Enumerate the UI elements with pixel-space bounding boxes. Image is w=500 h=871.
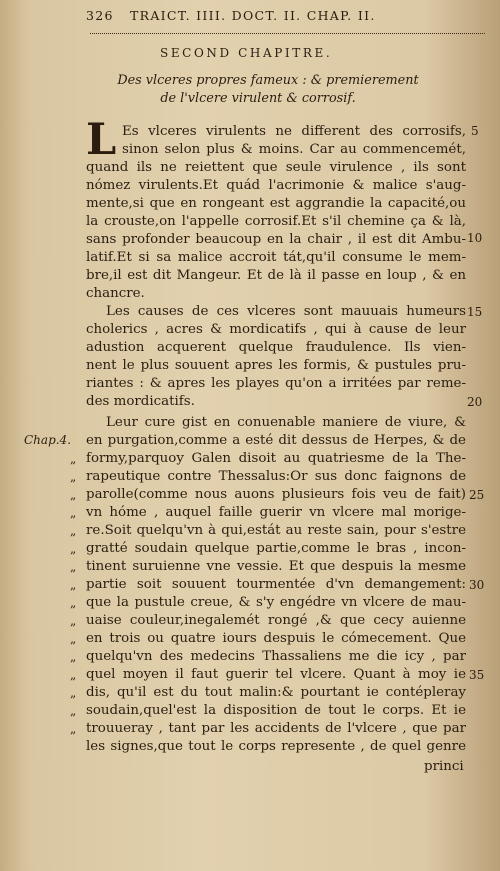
quote-mark: „ <box>70 488 77 502</box>
line-number: 15 <box>467 305 483 319</box>
text-line: que la pustule creue, & s'y engédre vn vlcere de mau- <box>86 595 466 610</box>
line-number: 25 <box>469 488 485 502</box>
text-line: quel moyen il faut guerir tel vlcere. Quant à moy ie <box>86 667 466 682</box>
catchword: princi <box>424 759 464 774</box>
text-line: trouueray , tant par les accidents de l'vlcere , que par <box>86 721 466 736</box>
quote-mark: „ <box>70 632 77 646</box>
text-line: sinon selon plus & moins. Car au commencemét, <box>122 142 466 157</box>
quote-mark: „ <box>70 542 77 556</box>
text-line: quelqu'vn des medecins Thassaliens me die icy , par <box>86 649 466 664</box>
text-line: parolle(comme nous auons plusieurs fois veu de fait) <box>86 487 466 502</box>
text-line: les signes,que tout le corps represente , de quel genre <box>86 739 466 754</box>
text-line: soudain,quel'est la disposition de tout le corps. Et ie <box>86 703 466 718</box>
chapter-subtitle-line-2: de l'vlcere virulent & corrosif. <box>160 91 356 106</box>
quote-mark: „ <box>70 722 77 736</box>
text-line: gratté soudain quelque partie,comme le bras , incon- <box>86 541 466 556</box>
text-line: la crouste,on l'appelle corrosif.Et s'il chemine ça & là, <box>86 214 466 229</box>
quote-mark: „ <box>70 560 77 574</box>
chapter-subtitle-line-1: Des vlceres propres fameux : & premierement <box>117 73 419 88</box>
text-line: partie soit souuent tourmentée d'vn demangement: <box>86 577 466 592</box>
text-line: bre,il est dit Mangeur. Et de là il passe en loup , & en <box>86 268 466 283</box>
text-line: formy,parquoy Galen disoit au quatriesme de la The- <box>86 451 466 466</box>
margin-note: Chap.4. <box>24 433 72 447</box>
quote-mark: „ <box>70 470 77 484</box>
section-heading: SECOND CHAPITRE. <box>160 46 333 60</box>
running-title: TRAICT. IIII. DOCT. II. CHAP. II. <box>130 8 376 23</box>
text-line: en trois ou quatre iours despuis le cómecement. Que <box>86 631 466 646</box>
text-line: Es vlceres virulents ne different des corrosifs, <box>122 124 466 139</box>
quote-mark: „ <box>70 524 77 538</box>
quote-mark: „ <box>70 578 77 592</box>
text-line: nómez virulents.Et quád l'acrimonie & malice s'aug- <box>86 178 466 193</box>
header-rule <box>90 33 485 34</box>
text-line: vn hóme , auquel faille guerir vn vlcere mal morige- <box>86 505 466 520</box>
text-line: adustion acquerent quelque fraudulence. Ils vien- <box>86 340 466 355</box>
line-number: 30 <box>469 578 485 592</box>
text-line: riantes : & apres les playes qu'on a irritées par reme- <box>86 376 466 391</box>
text-line: quand ils ne reiettent que seule virulence , ils sont <box>86 160 466 175</box>
text-line: en purgation,comme a esté dit dessus de Herpes, & de <box>86 433 466 448</box>
text-line: re.Soit quelqu'vn à qui,estát au reste sain, pour s'estre <box>86 523 466 538</box>
quote-mark: „ <box>70 614 77 628</box>
text-line: dis, qu'il est du tout malin:& pourtant ie contépleray <box>86 685 466 700</box>
quote-mark: „ <box>70 668 77 682</box>
quote-mark: „ <box>70 596 77 610</box>
text-line: latif.Et si sa malice accroit tát,qu'il consume le mem- <box>86 250 466 265</box>
page-number: 326 <box>86 8 114 23</box>
text-line: tinent suruienne vne vessie. Et que despuis la mesme <box>86 559 466 574</box>
line-number: 10 <box>467 231 483 245</box>
drop-cap: L <box>86 115 117 165</box>
quote-mark: „ <box>70 452 77 466</box>
line-number: 35 <box>469 668 485 682</box>
line-number: 5 <box>471 124 479 138</box>
quote-mark: „ <box>70 704 77 718</box>
quote-mark: „ <box>70 686 77 700</box>
line-number: 20 <box>467 395 483 409</box>
text-line: uaise couleur,inegalemét rongé ,& que cecy auienne <box>86 613 466 628</box>
text-line: chancre. <box>86 286 145 301</box>
text-line: mente,si que en rongeant est aggrandie la capacité,ou <box>86 196 466 211</box>
text-line: Les causes de ces vlceres sont mauuais humeurs <box>106 304 466 319</box>
text-line: nent le plus souuent apres les formis, & pustules pru- <box>86 358 466 373</box>
text-line: cholerics , acres & mordicatifs , qui à cause de leur <box>86 322 466 337</box>
quote-mark: „ <box>70 506 77 520</box>
running-header <box>86 6 486 28</box>
text-line: sans profonder beaucoup en la chair , il est dit Ambu- <box>86 232 466 247</box>
quote-mark: „ <box>70 650 77 664</box>
text-line: rapeutique contre Thessalus:Or sus donc faignons de <box>86 469 466 484</box>
text-line: Leur cure gist en conuenable maniere de viure, & <box>106 415 466 430</box>
text-line: des mordicatifs. <box>86 394 195 409</box>
